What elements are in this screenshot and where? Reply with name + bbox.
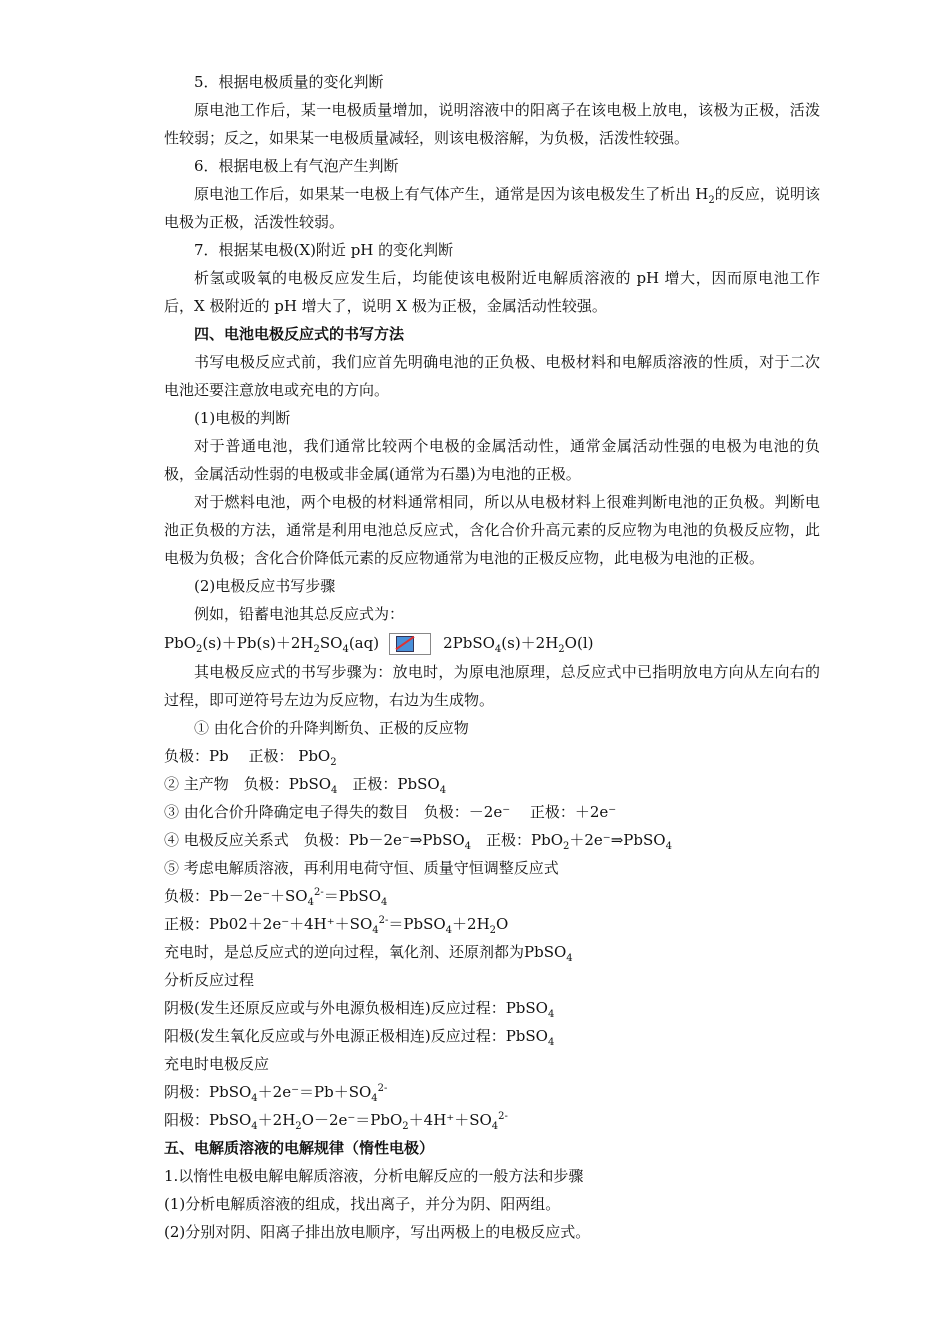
anode-reaction: 阳极：$PbSO_4+2H_2O-2e^-=PbO_2+4H^++SO_4^{2-}$ xyxy=(164,1111,508,1132)
subheading-1-paragraph-1: 对于普通电池，我们通常比较两个电极的金属活动性，通常金属活动性强的电极为电池的负极，金属活动性弱的电极或非金属(通常为石墨)为电池的正极。 xyxy=(164,437,820,483)
step-1: ① 由化合价的升降判断负、正极的反应物 xyxy=(194,719,469,737)
heading-5: 五、电解质溶液的电解规律（惰性电极） xyxy=(164,1139,435,1157)
rule-1-step-2: (2)分别对阴、阳离子排出放电顺序，写出两极上的电极反应式。 xyxy=(164,1223,591,1241)
section-7-paragraph: 析氢或吸氧的电极反应发生后，均能使该电极附近电解质溶液的 pH 增大，因而原电池工作后，X 极附近的 pH 增大了，说明 X 极为正极，金属活动性较强。 xyxy=(164,269,820,315)
cathode-process: 阴极(发生还原反应或与外电源负极相连)反应过程：PbSO$_4$ xyxy=(164,999,555,1020)
steps-paragraph: 其电极反应式的书写步骤为：放电时，为原电池原理，总反应式中已指明放电方向从左向右的过程，即可逆符号左边为反应物，右边为生成物。 xyxy=(164,663,820,709)
section-5-title: 5．根据电极质量的变化判断 xyxy=(194,73,384,91)
step-1-detail: 负极：Pb 正极： PbO$_2$ xyxy=(164,747,337,768)
section-5-paragraph: 原电池工作后，某一电极质量增加，说明溶液中的阳离子在该电极上放电，该极为正极，活泼性较弱；反之，如果某一电极质量减轻，则该电极溶解，为负极，活泼性较强。 xyxy=(164,101,820,147)
rule-1: 1.以惰性电极电解电解质溶液，分析电解反应的一般方法和步骤 xyxy=(164,1167,584,1185)
example-intro: 例如，铅蓄电池其总反应式为： xyxy=(194,605,405,623)
step-3: ③ 由化合价升降确定电子得失的数目 负极：－2e⁻ 正极：＋2e⁻ xyxy=(164,803,617,821)
analysis-title: 分析反应过程 xyxy=(164,971,255,989)
total-reaction-equation: $PbO_2(s)+Pb(s)+2H_2SO_4(aq)$ $2PbSO_4(s)+2H_2O(l)$ xyxy=(164,634,594,655)
subheading-1-paragraph-2: 对于燃料电池，两个电极的材料通常相同，所以从电极材料上很难判断电池的正负极。判断电池正负极的方法，通常是利用电池总反应式，含化合价升高元素的反应物为电池的负极反应物，此电极为负极；含化合价降低元素的反应物通常为电池的正极反应物，此电极为电池的正极。 xyxy=(164,493,820,567)
heading-4-paragraph: 书写电极反应式前，我们应首先明确电池的正负极、电极材料和电解质溶液的性质，对于二次电池还要注意放电或充电的方向。 xyxy=(164,353,820,399)
section-6-title: 6．根据电极上有气泡产生判断 xyxy=(194,157,399,175)
section-7-title: 7．根据某电极(X)附近 pH 的变化判断 xyxy=(194,241,454,259)
heading-4: 四、电池电极反应式的书写方法 xyxy=(194,325,405,343)
anode-process: 阳极(发生氧化反应或与外电源正极相连)反应过程：PbSO$_4$ xyxy=(164,1027,555,1048)
rule-1-step-1: (1)分析电解质溶液的组成，找出离子，并分为阴、阳两组。 xyxy=(164,1195,561,1213)
charging-note: 充电时，是总反应式的逆向过程，氧化剂、还原剂都为PbSO$_4$ xyxy=(164,943,573,964)
reversible-arrow-image-icon xyxy=(389,633,431,655)
step-4: ④ 电极反应关系式 负极：Pb－2e⁻⇒PbSO$_4$ 正极：PbO$_2$＋2e⁻⇒PbSO$_4$ xyxy=(164,831,672,852)
cathode-reaction: 阴极：$PbSO_4+2e^-=Pb+SO_4^{2-}$ xyxy=(164,1083,388,1104)
subheading-1: (1)电极的判断 xyxy=(194,409,291,427)
step-5: ⑤ 考虑电解质溶液，再利用电荷守恒、质量守恒调整反应式 xyxy=(164,859,559,877)
document-page xyxy=(164,68,820,1246)
positive-electrode-reaction: 正极：$Pb02+2e^-+4H^++SO_4^{2-}=PbSO_4+2H_2O$ xyxy=(164,915,509,936)
section-6-paragraph: 原电池工作后，如果某一电极上有气体产生，通常是因为该电极发生了析出 $H_2$的反应，说明该电极为正极，活泼性较弱。 xyxy=(164,185,820,231)
charging-reactions-title: 充电时电极反应 xyxy=(164,1055,270,1073)
subheading-2: (2)电极反应书写步骤 xyxy=(194,577,336,595)
negative-electrode-reaction: 负极：$Pb-2e^-+SO_4^{2-}=PbSO_4$ xyxy=(164,887,388,908)
step-2: ② 主产物 负极：PbSO$_4$ 正极：PbSO$_4$ xyxy=(164,775,447,796)
